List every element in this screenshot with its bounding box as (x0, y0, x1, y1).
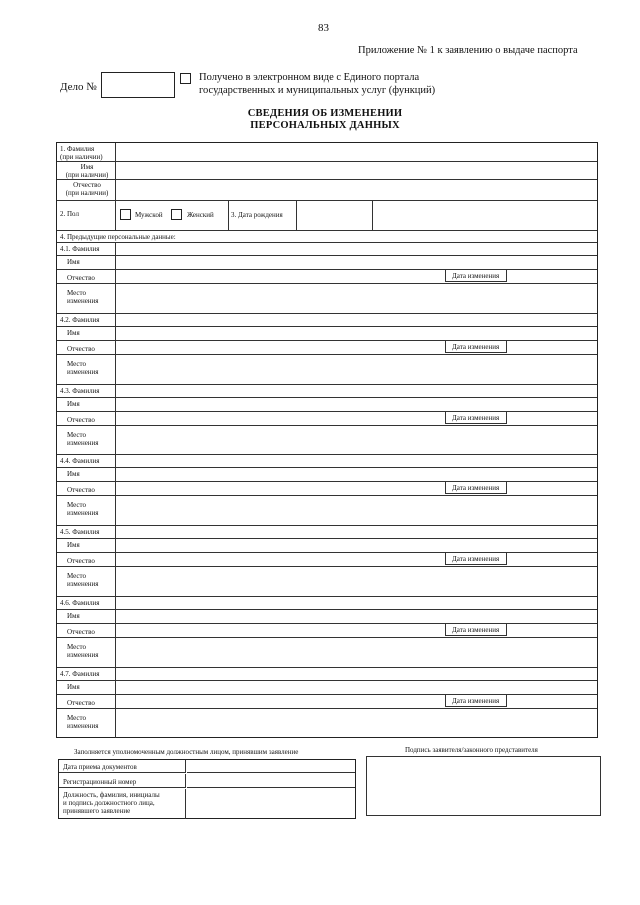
prev-patronymic-label: Отчество (67, 628, 95, 636)
official-signature-label-l3: принявшего заявление (63, 807, 131, 815)
prev-patronymic-label: Отчество (67, 486, 95, 495)
surname-label-l1: 1. Фамилия (60, 145, 95, 153)
change-date-label: Дата изменения (452, 626, 500, 634)
birth-date-label: 3. Дата рождения (231, 211, 283, 219)
registration-number-field[interactable] (187, 774, 355, 788)
prev-patronymic-field[interactable] (117, 342, 442, 354)
prev-patronymic-field[interactable] (117, 271, 442, 283)
prev-surname-field[interactable] (117, 385, 595, 396)
prev-place-label-l2: изменения (67, 721, 99, 730)
change-date-field[interactable] (509, 624, 595, 636)
prev-place-label-l1: Место (67, 430, 86, 439)
prev-name-label: Имя (67, 258, 80, 266)
reception-date-field[interactable] (187, 760, 355, 773)
form-title (200, 108, 450, 132)
divider (57, 708, 597, 709)
prev-patronymic-label: Отчество (67, 698, 95, 707)
prev-name-field[interactable] (117, 398, 595, 409)
official-caption: Заполняется уполномоченным должностным лицом, принявшим заявление (74, 748, 299, 756)
prev-place-field[interactable] (117, 497, 595, 522)
prev-place-label (67, 643, 99, 659)
change-date-label-cell (445, 694, 507, 707)
prev-surname-label: 4.6. Фамилия (60, 599, 100, 607)
prev-surname-label: 4.3. Фамилия (60, 386, 100, 395)
divider (115, 384, 116, 455)
prev-name-field[interactable] (117, 681, 595, 692)
divider (57, 179, 597, 180)
prev-place-label-l1: Место (67, 501, 86, 510)
prev-patronymic-label: Отчество (67, 557, 95, 566)
official-signature-field[interactable] (187, 789, 355, 819)
title-line-1: СВЕДЕНИЯ ОБ ИЗМЕНЕНИИ (247, 108, 403, 119)
prev-surname-label: 4.1. Фамилия (60, 245, 100, 253)
surname-label (60, 145, 103, 161)
sex-label: 2. Пол (60, 210, 79, 218)
applicant-signature-field[interactable] (366, 756, 601, 816)
change-date-label-cell (445, 552, 507, 565)
prev-surname-label: 4.2. Фамилия (60, 315, 100, 324)
prev-place-label-l1: Место (67, 572, 86, 581)
prev-place-label (67, 501, 99, 517)
male-label: Мужской (135, 211, 163, 219)
change-date-field[interactable] (509, 553, 595, 565)
male-checkbox[interactable] (120, 209, 131, 220)
female-checkbox[interactable] (171, 209, 182, 220)
divider (57, 230, 597, 231)
prev-name-label: Имя (67, 399, 80, 408)
prev-place-field[interactable] (117, 285, 595, 310)
surname-label-l2: (при наличии) (60, 153, 103, 161)
prev-patronymic-label: Отчество (67, 274, 95, 282)
prev-place-label-l2: изменения (67, 651, 99, 659)
prev-name-label: Имя (67, 682, 80, 691)
name-label (60, 163, 114, 179)
prev-place-label-l2: изменения (67, 297, 99, 305)
prev-patronymic-field[interactable] (117, 413, 442, 425)
divider (57, 283, 597, 284)
divider (57, 495, 597, 496)
electronic-note (199, 71, 435, 97)
divider (115, 143, 116, 200)
official-signature-label-l2: и подпись должностного лица, (63, 799, 155, 807)
prev-patronymic-field[interactable] (117, 625, 442, 637)
divider (57, 566, 597, 567)
patronymic-field[interactable] (117, 181, 595, 197)
prev-name-label: Имя (67, 328, 80, 337)
reception-date-label: Дата приема документов (63, 763, 137, 771)
electronic-checkbox[interactable] (180, 73, 191, 84)
prev-name-label: Имя (67, 541, 80, 550)
change-date-field[interactable] (509, 695, 595, 707)
divider (372, 200, 373, 230)
divider (57, 637, 597, 638)
prev-surname-field[interactable] (117, 455, 595, 466)
prev-patronymic-label: Отчество (67, 344, 95, 353)
change-date-label-cell (445, 623, 507, 636)
prev-place-label-l2: изменения (67, 438, 99, 447)
official-table (58, 759, 356, 819)
change-date-label: Дата изменения (452, 555, 500, 564)
prev-patronymic-field[interactable] (117, 483, 442, 495)
change-date-label-cell (445, 269, 507, 282)
prev-place-field[interactable] (117, 568, 595, 593)
personal-data-form (56, 142, 598, 738)
divider (296, 200, 297, 230)
divider (115, 313, 116, 384)
divider (57, 354, 597, 355)
prev-place-field[interactable] (117, 356, 595, 381)
delo-label: Дело № (60, 81, 97, 93)
prev-surname-label: 4.7. Фамилия (60, 669, 100, 678)
prev-name-field[interactable] (117, 256, 595, 267)
prev-place-label (67, 431, 99, 447)
page-number: 83 (318, 22, 329, 34)
prev-name-field[interactable] (117, 327, 595, 338)
delo-number-field[interactable] (101, 72, 175, 98)
title-line-2: ПЕРСОНАЛЬНЫХ ДАННЫХ (250, 120, 400, 131)
divider (115, 454, 116, 525)
prev-place-label-l1: Место (67, 289, 86, 297)
electronic-line-2: государственных и муниципальных услуг (функций) (199, 85, 436, 96)
prev-patronymic-field[interactable] (117, 696, 442, 708)
prev-name-field[interactable] (117, 610, 595, 621)
change-date-field[interactable] (509, 482, 595, 494)
patronymic-label-l2: (при наличии) (65, 189, 109, 197)
patronymic-label-l1: Отчество (73, 181, 101, 189)
change-date-field[interactable] (509, 412, 595, 424)
change-date-field[interactable] (509, 341, 595, 353)
prev-patronymic-label: Отчество (67, 415, 95, 424)
official-row-3-label-cell (59, 789, 186, 819)
prev-place-label (67, 572, 99, 588)
name-label-l1: Имя (80, 163, 94, 171)
prev-surname-field[interactable] (117, 526, 595, 537)
patronymic-label (60, 181, 114, 197)
prev-name-label: Имя (67, 470, 80, 479)
female-label: Женский (187, 211, 214, 219)
prev-surname-label: 4.4. Фамилия (60, 457, 100, 466)
prev-place-label-l1: Место (67, 713, 86, 722)
prev-surname-field[interactable] (117, 243, 595, 254)
change-date-label: Дата изменения (452, 413, 500, 422)
prev-place-label (67, 714, 99, 730)
prev-place-label-l1: Место (67, 643, 86, 651)
official-row-2-label-cell (59, 774, 186, 788)
prev-name-label: Имя (67, 612, 80, 620)
prev-surname-label: 4.5. Фамилия (60, 528, 100, 537)
divider (115, 667, 116, 738)
prev-name-field[interactable] (117, 539, 595, 550)
name-label-l2: (при наличии) (65, 171, 109, 179)
change-date-label: Дата изменения (452, 484, 500, 493)
prev-name-field[interactable] (117, 468, 595, 479)
prev-place-label (67, 289, 99, 305)
divider (228, 200, 229, 230)
change-date-label-cell (445, 411, 507, 424)
prev-place-label-l2: изменения (67, 367, 99, 376)
divider (57, 161, 597, 162)
divider (57, 425, 597, 426)
prev-place-label (67, 360, 99, 376)
prev-place-label-l2: изменения (67, 580, 99, 589)
electronic-line-1: Получено в электронном виде с Единого портала (199, 72, 420, 83)
change-date-label: Дата изменения (452, 696, 500, 705)
change-date-label-cell (445, 481, 507, 494)
change-date-label: Дата изменения (452, 342, 500, 351)
official-signature-label-l1: Должность, фамилия, инициалы (63, 791, 160, 799)
divider (57, 200, 597, 201)
prev-place-label-l2: изменения (67, 509, 99, 518)
prev-patronymic-field[interactable] (117, 554, 442, 566)
divider (115, 596, 116, 667)
registration-number-label: Регистрационный номер (63, 778, 137, 786)
change-date-field[interactable] (509, 270, 595, 282)
prev-place-field[interactable] (117, 427, 595, 452)
prev-surname-field[interactable] (117, 314, 595, 325)
official-signature-label (63, 791, 160, 815)
surname-field[interactable] (117, 145, 595, 159)
prev-surname-field[interactable] (117, 597, 595, 608)
signature-caption: Подпись заявителя/законного представителя (405, 746, 538, 754)
prev-place-field[interactable] (117, 710, 595, 735)
divider (115, 200, 116, 230)
prev-place-label-l1: Место (67, 359, 86, 368)
appendix-note: Приложение № 1 к заявлению о выдаче паспорта (358, 45, 578, 56)
change-date-label: Дата изменения (452, 272, 500, 280)
previous-data-header: 4. Предыдущие персональные данные: (60, 233, 176, 241)
divider (115, 525, 116, 596)
official-row-1-label-cell (59, 760, 186, 773)
name-field[interactable] (117, 163, 595, 177)
prev-surname-field[interactable] (117, 668, 595, 679)
divider (115, 242, 116, 313)
birth-date-field[interactable] (298, 202, 371, 228)
change-date-label-cell (445, 340, 507, 353)
prev-place-field[interactable] (117, 639, 595, 664)
